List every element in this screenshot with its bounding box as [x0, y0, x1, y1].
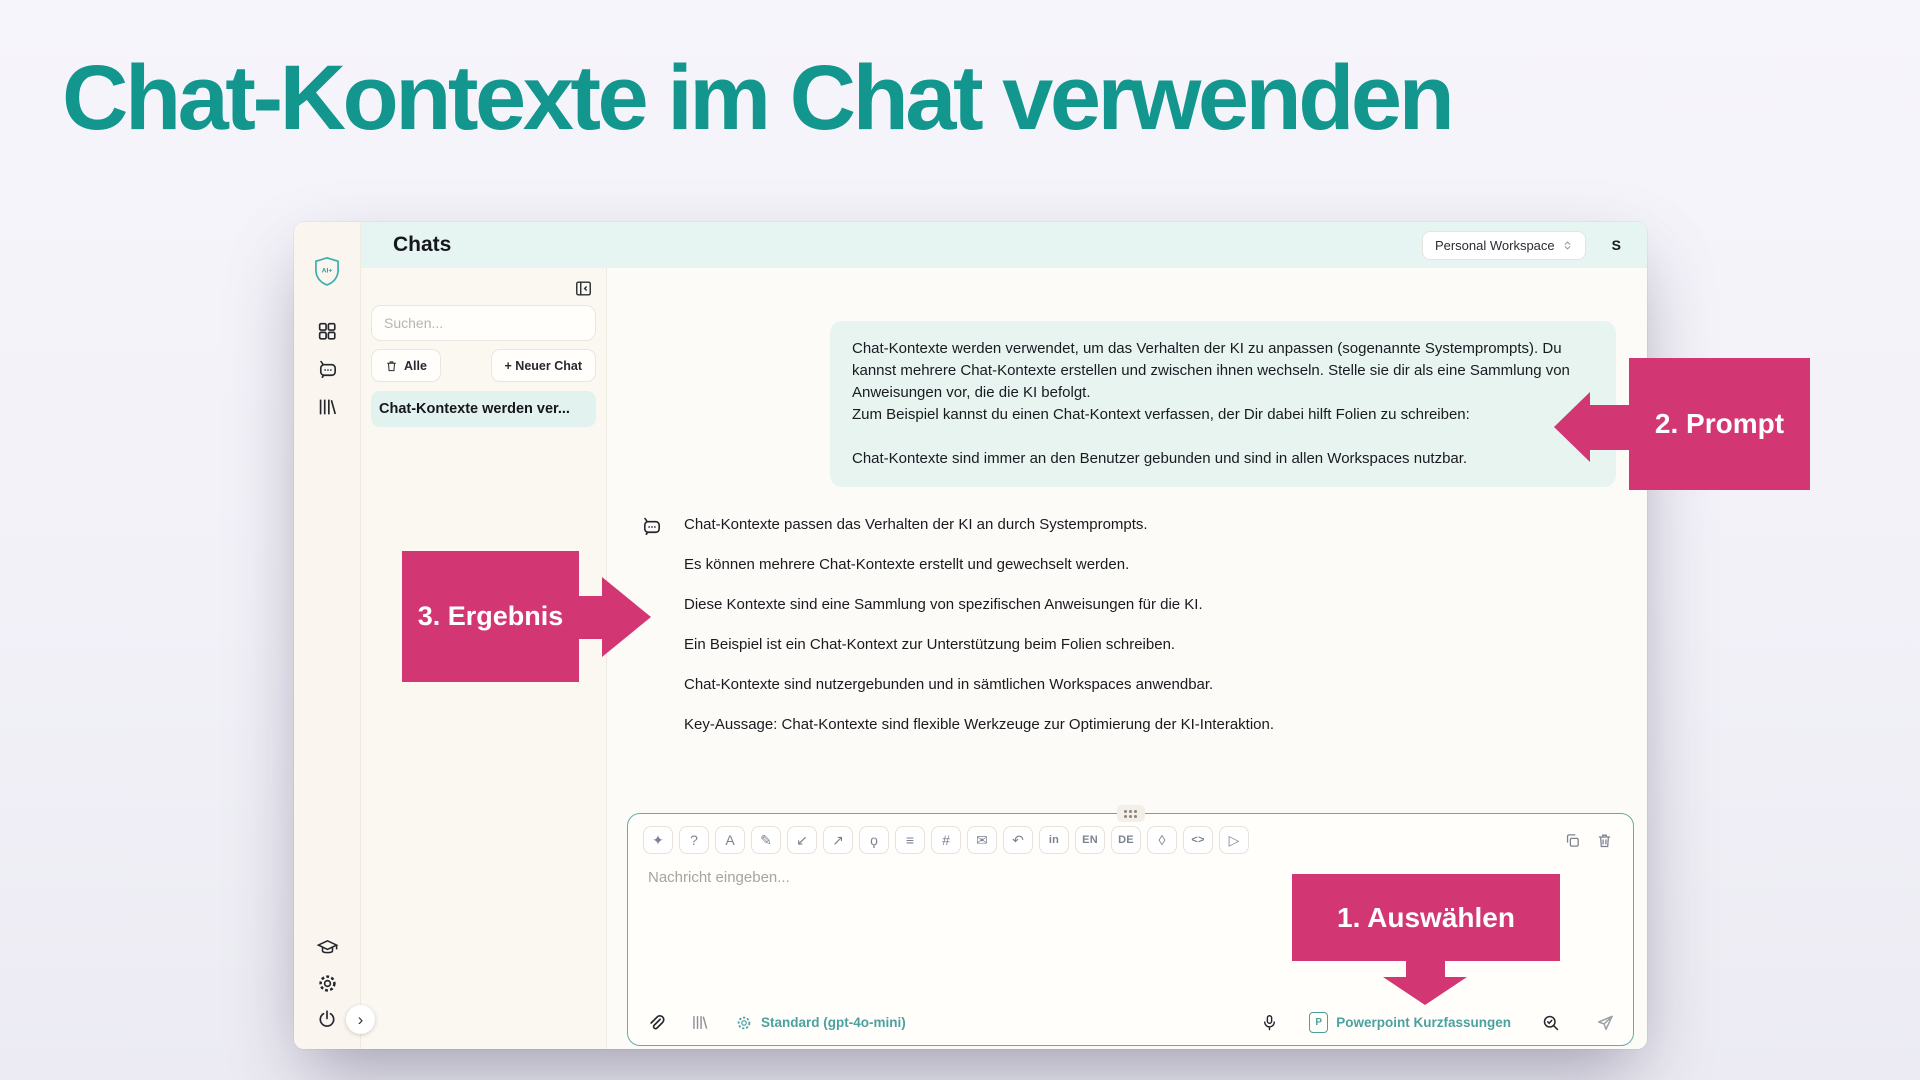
dashboard-grid-icon[interactable]: [315, 319, 339, 343]
translate-de-icon[interactable]: DE: [1111, 826, 1141, 854]
idea-bulb-icon[interactable]: ϙ: [859, 826, 889, 854]
powerpoint-doc-icon: P: [1309, 1012, 1328, 1033]
annotation-step3-arrow-right-icon: [602, 577, 651, 657]
academy-graduation-cap-icon[interactable]: [315, 935, 339, 959]
clear-all-button[interactable]: [371, 349, 441, 382]
user-message-line: Zum Beispiel kannst du einen Chat-Kontext verfassen, der Dir dabei hilft Folien zu schreiben:: [852, 406, 1470, 423]
chat-context-selector[interactable]: [1309, 1012, 1511, 1033]
knowledge-library-icon[interactable]: [690, 1013, 709, 1032]
chevron-updown-icon: [1562, 239, 1573, 252]
assistant-message-line: Key-Aussage: Chat-Kontexte sind flexible Werkzeuge zur Optimierung der KI-Interaktion.: [684, 716, 1275, 733]
assistant-message-line: Ein Beispiel ist ein Chat-Kontext zur Unterstützung beim Folien schreiben.: [684, 636, 1176, 653]
assistant-message-line: Chat-Kontexte passen das Verhalten der KI an durch Systemprompts.: [684, 516, 1148, 533]
app-logo-shield-icon: [312, 256, 342, 288]
drag-handle-icon[interactable]: [1117, 805, 1145, 822]
workspace-selector-label: Personal Workspace: [1434, 237, 1555, 253]
spellcheck-icon[interactable]: A: [715, 826, 745, 854]
eraser-icon[interactable]: ◊: [1147, 826, 1177, 854]
user-message-bubble: [830, 321, 1616, 487]
model-selector[interactable]: [735, 1014, 906, 1032]
logout-power-icon[interactable]: [315, 1007, 339, 1031]
sidebar-expand-button[interactable]: ›: [346, 1005, 375, 1034]
page-header-title: Chats: [393, 233, 452, 256]
annotation-step1-arrow-shaft: [1406, 959, 1445, 978]
review-magnifier-icon[interactable]: [1541, 1013, 1561, 1033]
composer-bottom-bar: [646, 1012, 1615, 1033]
chat-list-item-selected[interactable]: Chat-Kontexte werden ver...: [371, 391, 596, 427]
annotation-step2-prompt: 2. Prompt: [1629, 358, 1810, 490]
chats-robot-icon[interactable]: [315, 357, 339, 381]
annotation-step2-arrow-left-icon: [1554, 392, 1590, 462]
user-message-line: Chat-Kontexte sind immer an den Benutzer gebunden und sind in allen Workspaces nutzbar.: [852, 450, 1468, 467]
chat-list-actions: [371, 349, 596, 382]
translate-en-icon[interactable]: EN: [1075, 826, 1105, 854]
annotation-step2-arrow-shaft: [1589, 405, 1630, 450]
copy-icon[interactable]: [1564, 832, 1581, 849]
user-avatar[interactable]: S: [1611, 237, 1621, 253]
microphone-icon[interactable]: [1260, 1013, 1279, 1032]
composer-toolbar-right: [1564, 832, 1613, 849]
email-icon[interactable]: ✉: [967, 826, 997, 854]
question-bubble-icon[interactable]: ?: [679, 826, 709, 854]
code-icon[interactable]: <>: [1183, 826, 1213, 854]
delete-trash-icon[interactable]: [1596, 832, 1613, 849]
page-title: Chat-Kontexte im Chat verwenden: [62, 47, 1452, 149]
annotation-step3-ergebnis: 3. Ergebnis: [402, 551, 579, 682]
assistant-message-line: Chat-Kontexte sind nutzergebunden und in sämtlichen Workspaces anwendbar.: [684, 676, 1214, 693]
annotation-step1-auswaehlen: 1. Auswählen: [1292, 874, 1560, 961]
annotation-step1-arrow-down-icon: [1383, 977, 1467, 1005]
hashtag-icon[interactable]: #: [931, 826, 961, 854]
assistant-message-text: [684, 514, 1274, 754]
assistant-message-line: Diese Kontexte sind eine Sammlung von spezifischen Anweisungen für die KI.: [684, 596, 1203, 613]
send-icon[interactable]: [1595, 1013, 1615, 1033]
clear-all-label: Alle: [404, 358, 427, 373]
model-gear-icon: [735, 1014, 753, 1032]
library-icon[interactable]: [315, 395, 339, 419]
rail-bottom-group: [315, 929, 339, 1037]
collapse-text-icon[interactable]: ↙: [787, 826, 817, 854]
chat-context-label: Powerpoint Kurzfassungen: [1336, 1015, 1511, 1030]
trash-icon: [385, 359, 398, 373]
linkedin-icon[interactable]: in: [1039, 826, 1069, 854]
expand-text-icon[interactable]: ↗: [823, 826, 853, 854]
app-header: [361, 222, 1647, 268]
user-message-line: [852, 426, 1594, 448]
attachment-paperclip-icon[interactable]: [646, 1013, 666, 1033]
video-icon[interactable]: ▷: [1219, 826, 1249, 854]
annotation-step3-arrow-shaft: [577, 596, 603, 639]
new-chat-button[interactable]: [491, 349, 596, 382]
list-icon[interactable]: ≡: [895, 826, 925, 854]
user-message-line: Chat-Kontexte werden verwendet, um das Verhalten der KI zu anpassen (sogenannte Systemprompts). Du kannst mehrere Chat-Kontexte erstellen und zwischen ihnen wechseln. Stelle sie dir als eine Sammlung von Anweisungen vor, die die KI befolgt.: [852, 340, 1570, 401]
settings-gear-icon[interactable]: [315, 971, 339, 995]
undo-icon[interactable]: ↶: [1003, 826, 1033, 854]
search-input[interactable]: [371, 305, 596, 341]
workspace-selector[interactable]: [1422, 231, 1586, 260]
assistant-message-line: Es können mehrere Chat-Kontexte erstellt und gewechselt werden.: [684, 556, 1130, 573]
assistant-message: [640, 514, 1587, 754]
nav-rail: [294, 222, 361, 1049]
model-label: Standard (gpt-4o-mini): [761, 1015, 906, 1030]
svg-text:AI+: AI+: [321, 267, 333, 275]
new-chat-label: + Neuer Chat: [504, 358, 582, 373]
magic-wand-icon[interactable]: ✦: [643, 826, 673, 854]
edit-pencil-icon[interactable]: ✎: [751, 826, 781, 854]
panel-collapse-icon[interactable]: [574, 279, 593, 298]
